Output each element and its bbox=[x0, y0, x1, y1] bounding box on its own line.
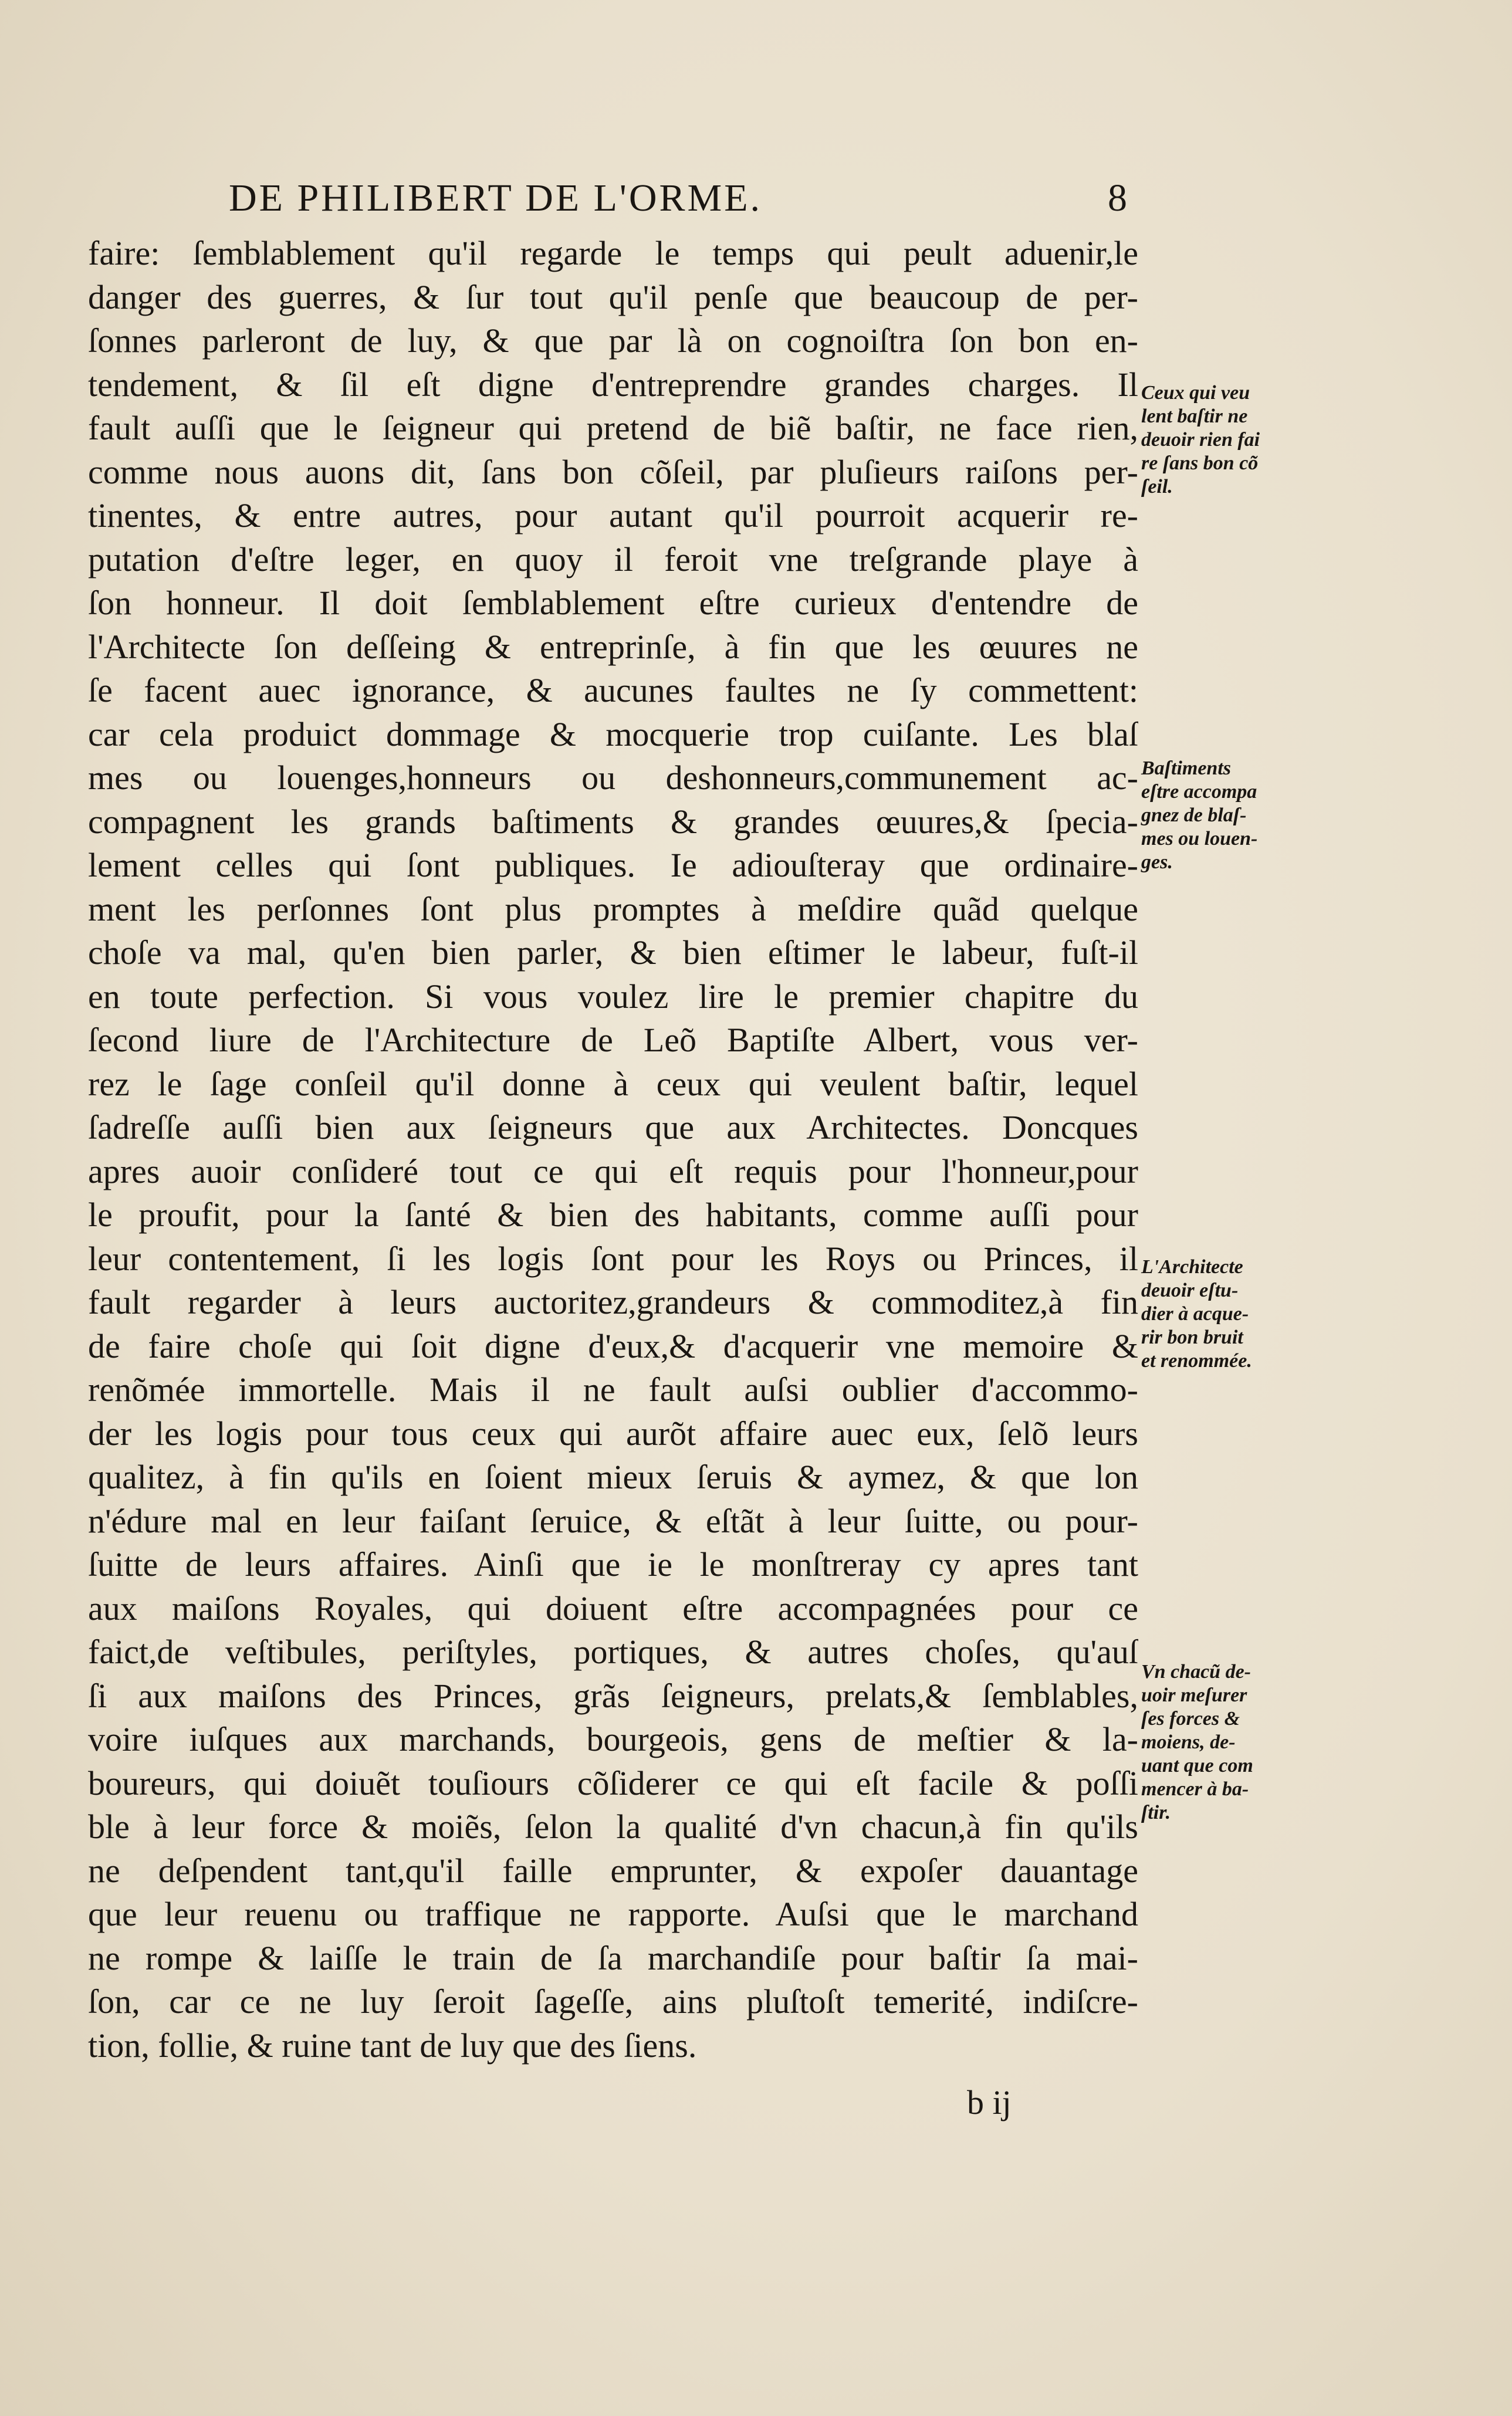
text-line: qualitez, à fin qu'ils en ſoient mieux ſeruis & aymez, & que lon bbox=[88, 1458, 1138, 1496]
running-header: DE PHILIBERT DE L'ORME. bbox=[229, 177, 763, 219]
text-line: de faire choſe qui ſoit digne d'eux,& d'acquerir vne memoire & bbox=[88, 1327, 1138, 1365]
text-line: ſon honneur. Il doit ſemblablement eſtre curieux d'entendre de bbox=[88, 584, 1138, 622]
text-line: choſe va mal, qu'en bien parler, & bien eſtimer le labeur, fuſt-il bbox=[88, 933, 1138, 972]
note-line: Vn chacũ de- bbox=[1141, 1661, 1251, 1683]
text-line: ſecond liure de l'Architecture de Leõ Baptiſte Albert, vous ver- bbox=[88, 1021, 1138, 1059]
note-line: et renommée. bbox=[1141, 1350, 1252, 1372]
text-line: ſon, car ce ne luy ſeroit ſageſſe, ains pluſtoſt temerité, indiſcre- bbox=[88, 1982, 1138, 2021]
text-line: comme nous auons dit, ſans bon cõſeil, par pluſieurs raiſons per- bbox=[88, 452, 1138, 491]
text-line: fault auſſi que le ſeigneur qui pretend de biẽ baſtir, ne face rien, bbox=[88, 409, 1138, 447]
note-line: L'Architecte bbox=[1141, 1256, 1243, 1278]
page-number: 8 bbox=[1108, 177, 1127, 219]
margin-note-4 bbox=[1141, 1660, 1323, 1825]
note-line: Ceux qui veu bbox=[1141, 382, 1250, 404]
text-line: ſe facent auec ignorance, & aucunes faultes ne ſy commettent: bbox=[88, 671, 1138, 709]
text-line: ſonnes parleront de luy, & que par là on cognoiſtra ſon bon en- bbox=[88, 322, 1138, 360]
note-line: ſtir. bbox=[1141, 1802, 1171, 1823]
note-line: moiens, de- bbox=[1141, 1731, 1236, 1753]
margin-note-3 bbox=[1141, 1256, 1323, 1373]
text-line: faire: ſemblablement qu'il regarde le temps qui peult aduenir,le bbox=[88, 234, 1138, 272]
text-line: tinentes, & entre autres, pour autant qu'il pourroit acquerir re- bbox=[88, 496, 1138, 534]
text-line: lement celles qui ſont publiques. Ie adiouſteray que ordinaire- bbox=[88, 846, 1138, 884]
note-line: re ſans bon cõ bbox=[1141, 452, 1259, 474]
text-line: apres auoir conſideré tout ce qui eſt requis pour l'honneur,pour bbox=[88, 1152, 1138, 1190]
text-line: ble à leur force & moiẽs, ſelon la qualité d'vn chacun,à fin qu'ils bbox=[88, 1808, 1138, 1846]
margin-note-1 bbox=[1141, 381, 1323, 499]
text-line: der les logis pour tous ceux qui aurõt affaire auec eux, ſelõ leurs bbox=[88, 1414, 1138, 1453]
text-line: renõmée immortelle. Mais il ne fault auſsi oublier d'accommo- bbox=[88, 1371, 1138, 1409]
text-line: aux maiſons Royales, qui doiuent eſtre accompagnées pour ce bbox=[88, 1589, 1138, 1627]
note-line: ſes forces & bbox=[1141, 1708, 1240, 1730]
note-line: mes ou louen- bbox=[1141, 828, 1258, 850]
text-line: l'Architecte ſon deſſeing & entreprinſe, à fin que les œuures ne bbox=[88, 627, 1138, 666]
text-line: compagnent les grands baſtiments & grandes œuures,& ſpecia- bbox=[88, 802, 1138, 841]
note-line: eſtre accompa bbox=[1141, 781, 1257, 803]
text-line: ment les perſonnes ſont plus promptes à meſdire quãd quelque bbox=[88, 889, 1138, 928]
note-line: rir bon bruit bbox=[1141, 1327, 1243, 1348]
body-text bbox=[88, 232, 1138, 2068]
text-line: rez le ſage conſeil qu'il donne à ceux qui veulent baſtir, lequel bbox=[88, 1064, 1138, 1103]
text-line: faict,de veſtibules, periſtyles, portiques, & autres choſes, qu'auſ bbox=[88, 1633, 1138, 1671]
note-line: uoir meſurer bbox=[1141, 1684, 1247, 1706]
text-line: que leur reuenu ou traffique ne rapporte. Auſsi que le marchand bbox=[88, 1895, 1138, 1933]
text-line: putation d'eſtre leger, en quoy il feroit vne treſgrande playe à bbox=[88, 540, 1138, 578]
text-line: tion, follie, & ruine tant de luy que des ſiens. bbox=[88, 2026, 697, 2065]
text-line: voire iuſques aux marchands, bourgeois, gens de meſtier & la- bbox=[88, 1720, 1138, 1758]
text-line: ſadreſſe auſſi bien aux ſeigneurs que aux Architectes. Doncques bbox=[88, 1108, 1138, 1146]
margin-note-2 bbox=[1141, 757, 1323, 874]
note-line: uant que com bbox=[1141, 1755, 1253, 1777]
text-line: n'édure mal en leur faiſant ſeruice, & eſtãt à leur ſuitte, ou pour- bbox=[88, 1501, 1138, 1540]
text-line: en toute perfection. Si vous voulez lire le premier chapitre du bbox=[88, 977, 1138, 1016]
text-line: leur contentement, ſi les logis ſont pour les Roys ou Princes, il bbox=[88, 1239, 1138, 1278]
note-line: lent baſtir ne bbox=[1141, 405, 1248, 427]
text-line: ſi aux maiſons des Princes, grãs ſeigneurs, prelats,& ſemblables, bbox=[88, 1676, 1138, 1715]
text-line: mes ou louenges,honneurs ou deshonneurs,communement ac- bbox=[88, 759, 1138, 797]
note-line: deuoir eſtu- bbox=[1141, 1280, 1239, 1301]
text-line: ne deſpendent tant,qu'il faille emprunter, & expoſer dauantage bbox=[88, 1851, 1138, 1890]
note-line: ges. bbox=[1141, 851, 1173, 873]
text-line: car cela produict dommage & mocquerie trop cuiſante. Les blaſ bbox=[88, 715, 1138, 753]
text-line: tendement, & ſil eſt digne d'entreprendre grandes charges. Il bbox=[88, 365, 1138, 404]
note-line: Baſtiments bbox=[1141, 757, 1232, 779]
text-line: danger des guerres, & ſur tout qu'il penſe que beaucoup de per- bbox=[88, 278, 1138, 316]
text-line: le proufit, pour la ſanté & bien des habitants, comme auſſi pour bbox=[88, 1196, 1138, 1234]
text-line: fault regarder à leurs auctoritez,grandeurs & commoditez,à fin bbox=[88, 1283, 1138, 1321]
note-line: ſeil. bbox=[1141, 476, 1173, 498]
text-line: ne rompe & laiſſe le train de ſa marchandiſe pour baſtir ſa mai- bbox=[88, 1938, 1138, 1977]
note-line: gnez de blaſ- bbox=[1141, 804, 1247, 826]
note-line: deuoir rien fai bbox=[1141, 429, 1260, 451]
text-line: boureurs, qui doiuẽt touſiours cõſiderer ce qui eſt facile & poſſi bbox=[88, 1764, 1138, 1802]
note-line: mencer à ba- bbox=[1141, 1778, 1249, 1800]
signature-mark: b ij bbox=[967, 2083, 1012, 2121]
note-line: dier à acque- bbox=[1141, 1303, 1249, 1325]
text-line: ſuitte de leurs affaires. Ainſi que ie le monſtreray cy apres tant bbox=[88, 1545, 1138, 1583]
